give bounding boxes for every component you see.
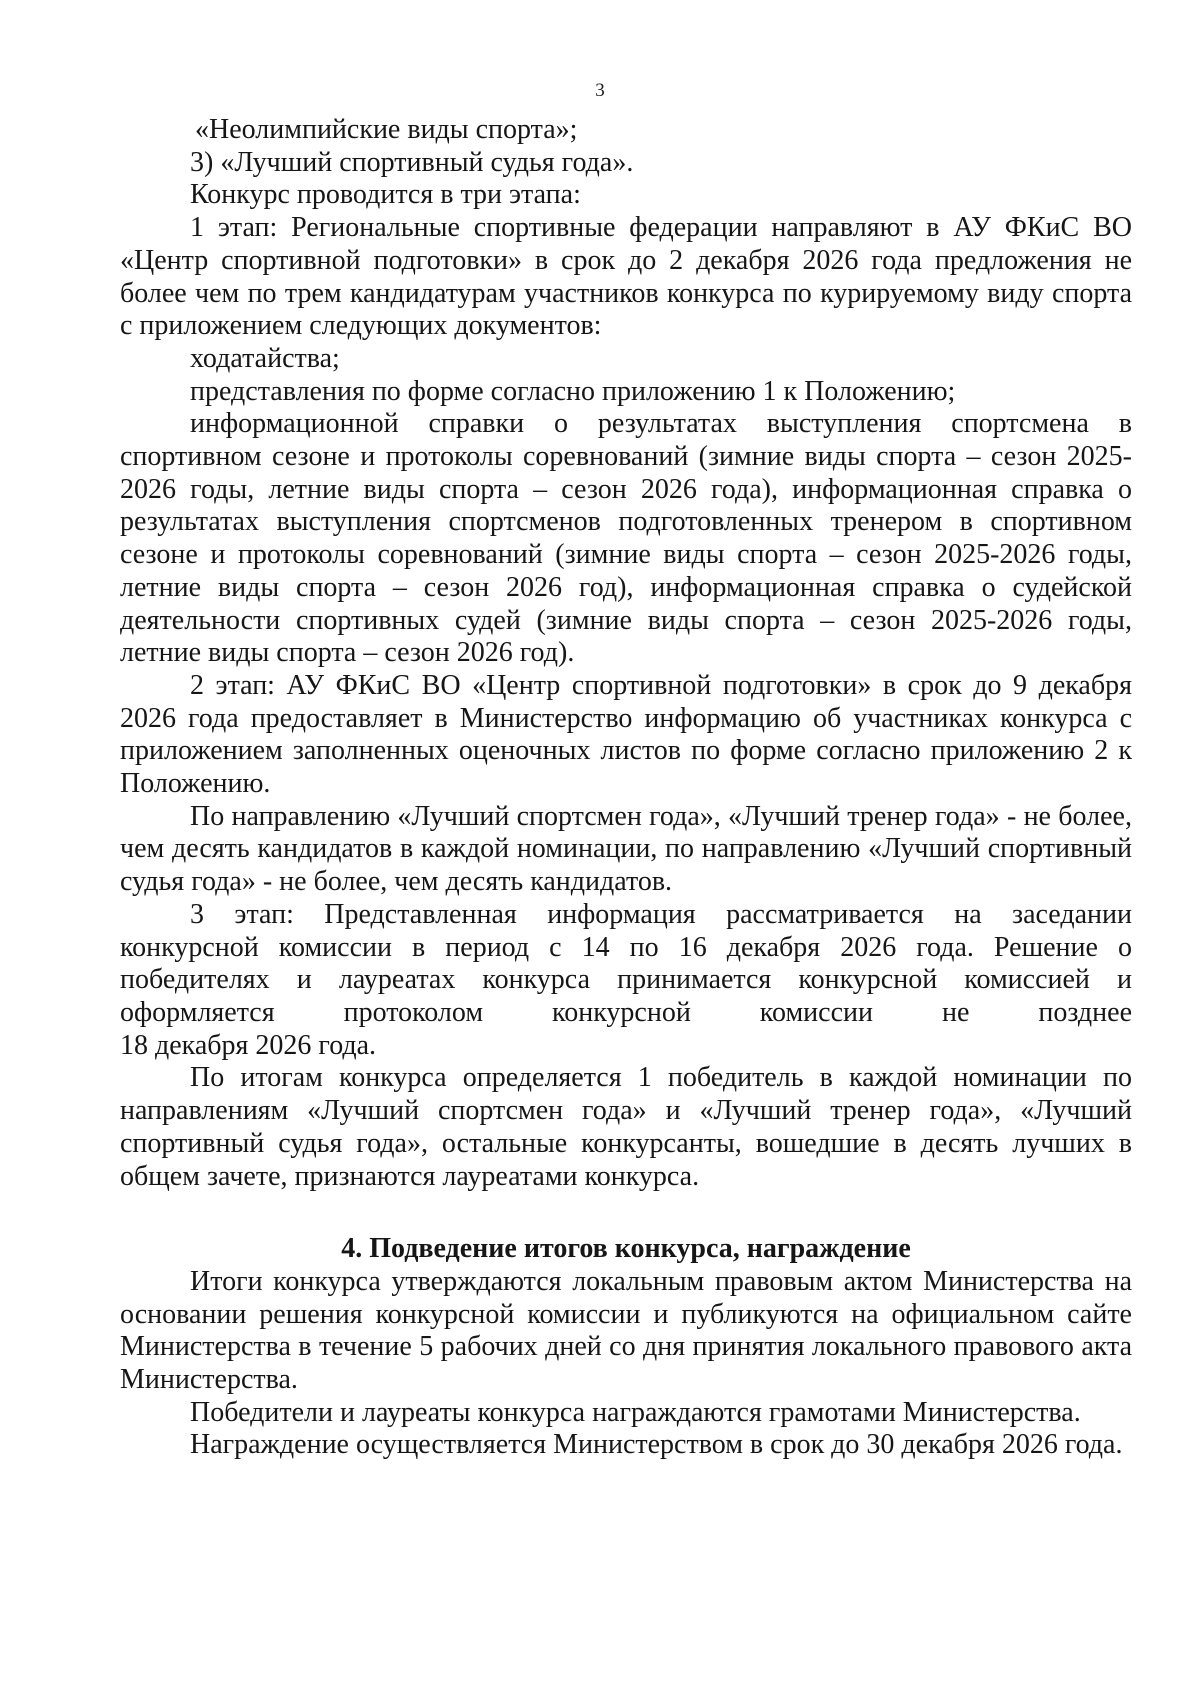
- page-number: 3: [595, 80, 605, 101]
- section-4-heading: 4. Подведение итогов конкурса, награждение: [341, 1233, 911, 1265]
- section-4-paragraph-awards: Победители и лауреаты конкурса награждаются грамотами Министерства.: [190, 1396, 1081, 1428]
- paragraph-best-referee: 3) «Лучший спортивный судья года».: [190, 146, 634, 178]
- paragraph-stage-2: 2 этап: АУ ФКиС ВО «Центр спортивной подготовки» в срок до 9 декабря 2026 года предоставляет в Министерство информацию об участниках конкурса с приложением заполненных оценочных листов по форме согласно приложению 2 к Положению.: [120, 669, 1132, 800]
- paragraph-information-reference: информационной справки о результатах выступления спортсмена в спортивном сезоне и протоколы соревнований (зимние виды спорта – сезон 2025-2026 годы, летние виды спорта – сезон 2026 года), информационная справка о результатах выступления спортсменов подготовленных тренером в спортивном сезоне и протоколы соревнований (зимние виды спорта – сезон 2025-2026 годы, летние виды спорта – сезон 2026 год), информационная справка о судейской деятельности спортивных судей (зимние виды спорта – сезон 2025-2026 годы, летние виды спорта – сезон 2026 год).: [120, 408, 1132, 669]
- paragraph-results: По итогам конкурса определяется 1 победитель в каждой номинации по направлениям «Лучший спортсмен года» и «Лучший тренер года», «Лучший спортивный судья года», остальные конкурсанты, вошедшие в десять лучших в общем зачете, признаются лауреатами конкурса.: [120, 1062, 1132, 1192]
- document-body: [120, 114, 1132, 1462]
- paragraph-nonolympic-sports: «Неолимпийские виды спорта»;: [195, 114, 578, 145]
- paragraph-petition: ходатайства;: [190, 342, 340, 374]
- section-4-paragraph-ceremony: Награждение осуществляется Министерством в срок до 30 декабря 2026 года.: [190, 1429, 1123, 1461]
- paragraph-candidate-limits: По направлению «Лучший спортсмен года», «Лучший тренер года» - не более, чем десять кандидатов в каждой номинации, по направлению «Лучший спортивный судья года» - не более, чем десять кандидатов.: [120, 800, 1132, 898]
- paragraph-stages-intro: Конкурс проводится в три этапа:: [190, 179, 581, 211]
- paragraph-submission-form: представления по форме согласно приложению 1 к Положению;: [190, 375, 956, 407]
- paragraph-stage-3: 3 этап: Представленная информация рассматривается на заседании конкурсной комиссии в период с 14 по 16 декабря 2026 года. Решение о победителях и лауреатах конкурса принимается конкурсной комиссией и оформляется протоколом конкурсной комиссии не позднее: [120, 898, 1132, 1028]
- paragraph-stage-1: 1 этап: Региональные спортивные федерации направляют в АУ ФКиС ВО «Центр спортивной подготовки» в срок до 2 декабря 2026 года предложения не более чем по трем кандидатурам участников конкурса по курируемому виду спорта с приложением следующих документов:: [120, 212, 1132, 342]
- section-4-paragraph-approval: Итоги конкурса утверждаются локальным правовым актом Министерства на основании решения конкурсной комиссии и публикуются на официальном сайте Министерства в течение 5 рабочих дней со дня принятия локального правового акта Министерства.: [120, 1265, 1132, 1396]
- paragraph-stage-3-date: 18 декабря 2026 года.: [120, 1029, 377, 1061]
